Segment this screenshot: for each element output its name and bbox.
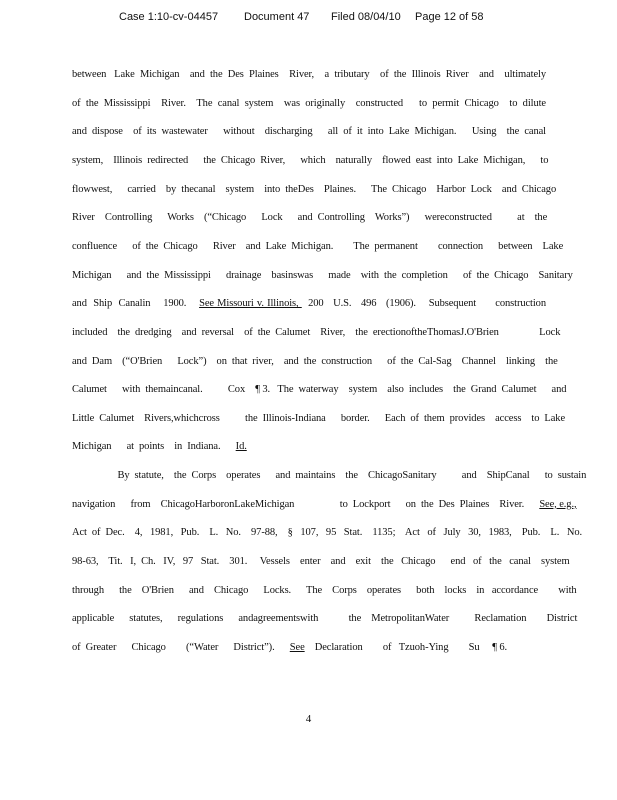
line-text: Act of Dec. 4, 1981, Pub. L. No. 97-88, § 107, 95 Stat. 1135; Act of July 30, 1983, Pub. L. No. xyxy=(72,527,582,539)
line-text: navigation from ChicagoHarboronLakeMichigan to Lockport on the Des Plaines River. xyxy=(72,498,540,510)
line-text: River Controlling Works (“Chicago Lock and Controlling Works”) wereconstructed at the xyxy=(72,212,548,224)
body-line xyxy=(72,154,549,168)
body-line xyxy=(72,326,561,340)
body-line xyxy=(72,584,577,598)
line-text: Calumet with themaincanal. Cox ¶ 3. The waterway system also includes the Grand Calumet and xyxy=(72,384,567,396)
page-number: 4 xyxy=(305,713,312,725)
line-text: 200 U.S. 496 (1906). Subsequent construction xyxy=(301,298,546,310)
body-line xyxy=(72,555,570,569)
body-line xyxy=(72,183,557,197)
body-line xyxy=(72,469,586,483)
line-text: confluence of the Chicago River and Lake Michigan. The permanent connection between Lake xyxy=(72,240,564,252)
body-line xyxy=(72,612,577,626)
line-text: and Dam (“O'Brien Lock”) on that river, and the construction of the Cal-Sag Channel linking the xyxy=(72,355,558,367)
line-text: Michigan at points in Indiana. xyxy=(72,441,236,453)
citation-signal: See xyxy=(289,642,305,653)
body-line xyxy=(72,97,546,111)
body-line xyxy=(72,269,573,283)
line-text: Little Calumet Rivers,whichcross the Illinois-Indiana border. Each of them provides access to Lake xyxy=(72,412,566,424)
line-text: of the Mississippi River. The canal system was originally constructed to permit Chicago to dilute xyxy=(72,97,546,109)
line-text: and Ship Canalin 1900. xyxy=(72,298,200,310)
filed-date: Filed 08/04/10 xyxy=(331,11,401,23)
body-line xyxy=(72,526,582,540)
line-text: flowwest, carried by thecanal system into theDes Plaines. The Chicago Harbor Lock and Chicago xyxy=(72,183,557,195)
line-text: and dispose of its wastewater without discharging all of it into Lake Michigan. Using the canal xyxy=(72,126,546,138)
body-line xyxy=(72,641,507,655)
line-text: By statute, the Corps operates and maintains the ChicagoSanitary and ShipCanal to sustain xyxy=(72,470,587,482)
line-text: through the O'Brien and Chicago Locks. The Corps operates both locks in accordance with xyxy=(72,584,577,596)
line-text: system, Illinois redirected the Chicago River, which naturally flowed east into Lake Michigan, to xyxy=(72,154,549,166)
body-line xyxy=(72,211,546,225)
document-number: Document 47 xyxy=(244,11,310,23)
line-text: applicable statutes, regulations andagreementswith the MetropolitanWater Reclamation District xyxy=(72,613,578,625)
body-line xyxy=(72,355,558,369)
body-line xyxy=(72,498,577,512)
case-number: Case 1:10-cv-04457 xyxy=(119,11,219,23)
citation-signal: Id. xyxy=(235,441,247,453)
citation-signal: See Missouri v. Illinois, xyxy=(199,298,302,310)
case-header xyxy=(0,11,617,27)
citation-signal: See, e.g., xyxy=(539,498,577,510)
line-text: between Lake Michigan and the Des Plaines River, a tributary of the Illinois River and ultimately xyxy=(72,69,546,80)
body-line xyxy=(72,412,566,426)
line-text: included the dredging and reversal of the Calumet River, the erectionoftheThomasJ.O'Brien Lock xyxy=(72,326,561,338)
body-line xyxy=(72,240,564,254)
body-line xyxy=(72,68,546,82)
body-line xyxy=(72,125,546,139)
line-text: Michigan and the Mississippi drainage basinswas made with the completion of the Chicago Sanitary xyxy=(72,269,573,281)
line-text: 98-63, Tit. I, Ch. IV, 97 Stat. 301. Vessels enter and exit the Chicago end of the canal system xyxy=(72,556,570,568)
line-text: Declaration of Tzuoh-Ying Su ¶ 6. xyxy=(304,642,508,653)
body-line xyxy=(72,383,567,397)
line-text: of Greater Chicago (“Water District”). xyxy=(72,642,290,653)
page-indicator: Page 12 of 58 xyxy=(415,11,484,23)
body-line xyxy=(72,297,546,311)
body-line xyxy=(72,440,247,454)
